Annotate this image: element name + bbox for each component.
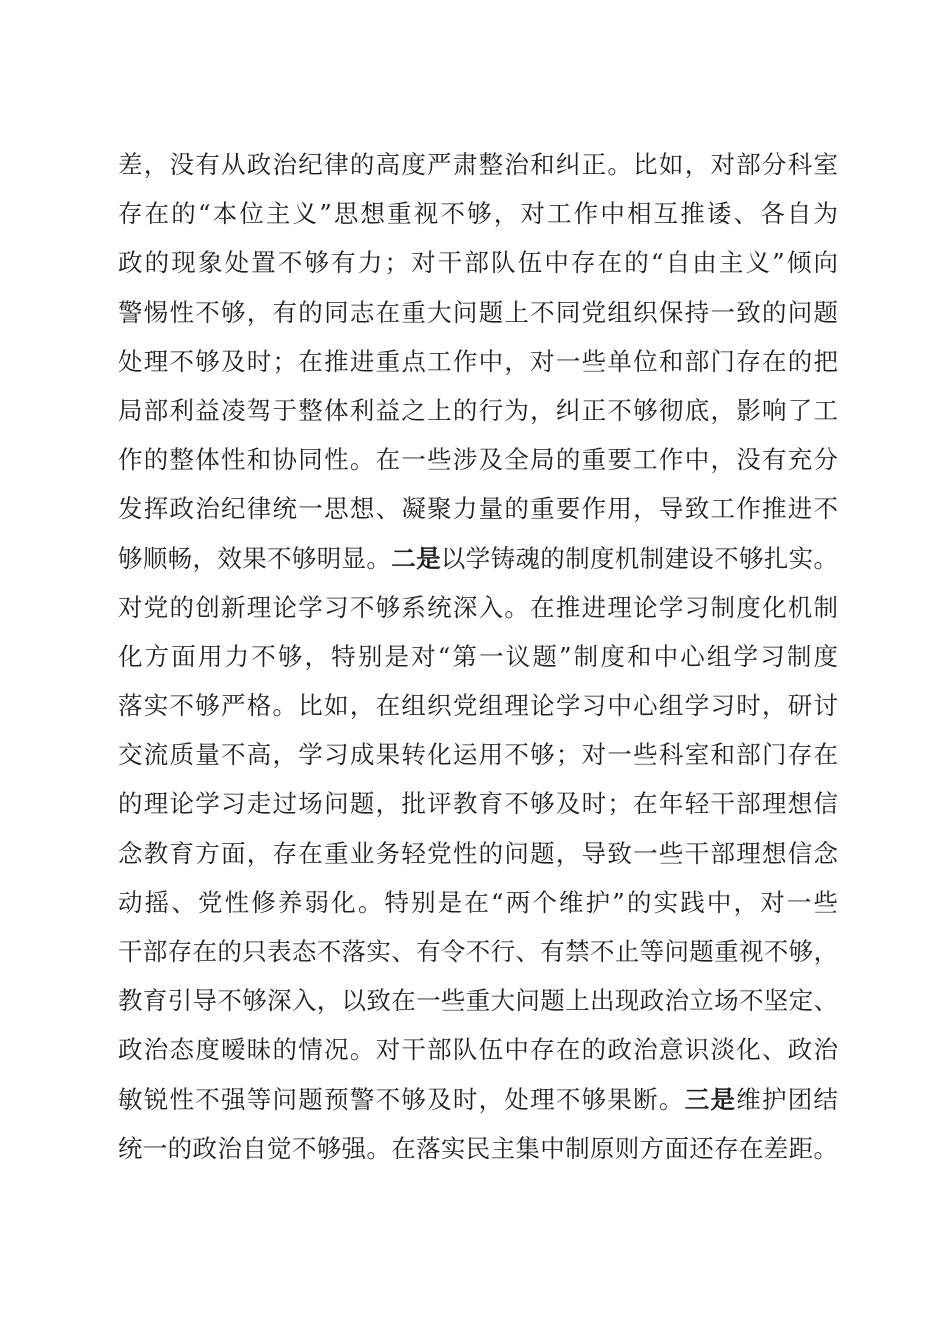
text-line: 落实不够严格。比如，在组织党组理论学习中心组学习时，研讨 [118, 691, 840, 721]
text-line: 对党的创新理论学习不够系统深入。在推进理论学习制度化机制 [118, 592, 840, 622]
text-line: 动摇、党性修养弱化。特别是在“两个维护”的实践中，对一些 [118, 887, 841, 917]
text-line: 教育引导不够深入，以致在一些重大问题上出现政治立场不坚定、 [118, 986, 839, 1016]
text-line: 的理论学习走过场问题，批评教育不够及时；在年轻干部理想信 [118, 789, 840, 819]
text-line: 念教育方面，存在重业务轻党性的问题，导致一些干部理想信念 [118, 838, 840, 868]
text-line: 化方面用力不够，特别是对“第一议题”制度和中心组学习制度 [118, 641, 841, 671]
text-line: 交流质量不高，学习成果转化运用不够；对一些科室和部门存在 [118, 740, 840, 770]
text-line: 发挥政治纪律统一思想、凝聚力量的重要作用，导致工作推进不 [118, 494, 840, 524]
section-marker-two: 二是 [391, 543, 441, 573]
document-body [118, 140, 841, 1173]
text-segment: 维护团结 [736, 1084, 840, 1114]
text-line: 政治态度暧昧的情况。对干部队伍中存在的政治意识淡化、政治 [118, 1035, 840, 1065]
text-line: 局部利益凌驾于整体利益之上的行为，纠正不够彻底，影响了工 [118, 395, 840, 425]
text-line: 警惕性不够，有的同志在重大问题上不同党组织保持一致的问题 [118, 297, 840, 327]
text-segment: 以学铸魂的制度机制建设不够扎实。 [440, 543, 839, 573]
text-segment: 敏锐性不强等问题预警不够及时，处理不够果断。 [118, 1084, 685, 1114]
text-line: 处理不够及时；在推进重点工作中，对一些单位和部门存在的把 [118, 346, 840, 376]
text-line-with-marker [118, 1075, 838, 1124]
text-line: 政的现象处置不够有力；对干部队伍中存在的“自由主义”倾向 [118, 248, 841, 278]
text-line: 差，没有从政治纪律的高度严肃整治和纠正。比如，对部分科室 [118, 150, 840, 179]
text-line: 统一的政治自觉不够强。在落实民主集中制原则方面还存在差距。 [118, 1133, 839, 1163]
text-line-with-marker [118, 534, 838, 583]
section-marker-three: 三是 [684, 1084, 737, 1114]
text-line: 作的整体性和协同性。在一些涉及全局的重要工作中，没有充分 [118, 445, 840, 475]
text-line: 干部存在的只表态不落实、有令不行、有禁不止等问题重视不够， [118, 937, 839, 966]
text-segment: 够顺畅，效果不够明显。 [118, 543, 392, 573]
text-line: 存在的“本位主义”思想重视不够，对工作中相互推诿、各自为 [118, 199, 841, 229]
